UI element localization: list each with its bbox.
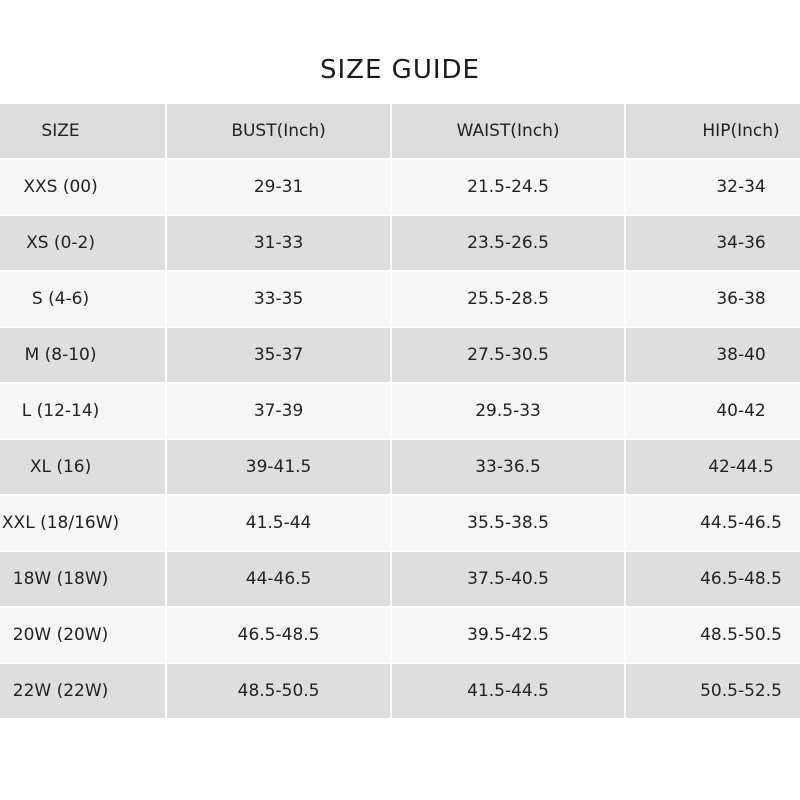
hip-cell: 32-34 [626,160,800,214]
waist-cell: 29.5-33 [392,384,624,438]
waist-cell: 25.5-28.5 [392,272,624,326]
table-row [0,328,800,382]
hip-cell: 40-42 [626,384,800,438]
table-row [0,552,800,606]
bust-cell: 44-46.5 [167,552,390,606]
waist-cell: 27.5-30.5 [392,328,624,382]
bust-cell: 29-31 [167,160,390,214]
waist-cell: 23.5-26.5 [392,216,624,270]
header-bust: BUST(Inch) [167,104,390,158]
table-header-row [0,104,800,158]
size-cell: XS (0-2) [0,216,165,270]
waist-cell: 39.5-42.5 [392,608,624,662]
bust-cell: 33-35 [167,272,390,326]
header-size: SIZE [0,104,165,158]
hip-cell: 46.5-48.5 [626,552,800,606]
waist-cell: 37.5-40.5 [392,552,624,606]
size-cell: S (4-6) [0,272,165,326]
bust-cell: 48.5-50.5 [167,664,390,718]
waist-cell: 35.5-38.5 [392,496,624,550]
size-cell: 18W (18W) [0,552,165,606]
size-cell: M (8-10) [0,328,165,382]
size-cell: XL (16) [0,440,165,494]
hip-cell: 44.5-46.5 [626,496,800,550]
size-cell: XXS (00) [0,160,165,214]
waist-cell: 33-36.5 [392,440,624,494]
hip-cell: 48.5-50.5 [626,608,800,662]
page-title: SIZE GUIDE [320,55,480,85]
table-row [0,216,800,270]
table-row [0,608,800,662]
table-row [0,384,800,438]
waist-cell: 21.5-24.5 [392,160,624,214]
bust-cell: 31-33 [167,216,390,270]
bust-cell: 39-41.5 [167,440,390,494]
table-row [0,664,800,718]
size-cell: L (12-14) [0,384,165,438]
size-guide-table [0,104,800,720]
bust-cell: 41.5-44 [167,496,390,550]
header-waist: WAIST(Inch) [392,104,624,158]
bust-cell: 37-39 [167,384,390,438]
table-row [0,440,800,494]
table-row [0,496,800,550]
hip-cell: 42-44.5 [626,440,800,494]
bust-cell: 46.5-48.5 [167,608,390,662]
size-cell: 22W (22W) [0,664,165,718]
hip-cell: 34-36 [626,216,800,270]
size-cell: 20W (20W) [0,608,165,662]
bust-cell: 35-37 [167,328,390,382]
table-row [0,160,800,214]
table-row [0,272,800,326]
hip-cell: 36-38 [626,272,800,326]
header-hip: HIP(Inch) [626,104,800,158]
hip-cell: 38-40 [626,328,800,382]
size-cell: XXL (18/16W) [0,496,165,550]
hip-cell: 50.5-52.5 [626,664,800,718]
waist-cell: 41.5-44.5 [392,664,624,718]
